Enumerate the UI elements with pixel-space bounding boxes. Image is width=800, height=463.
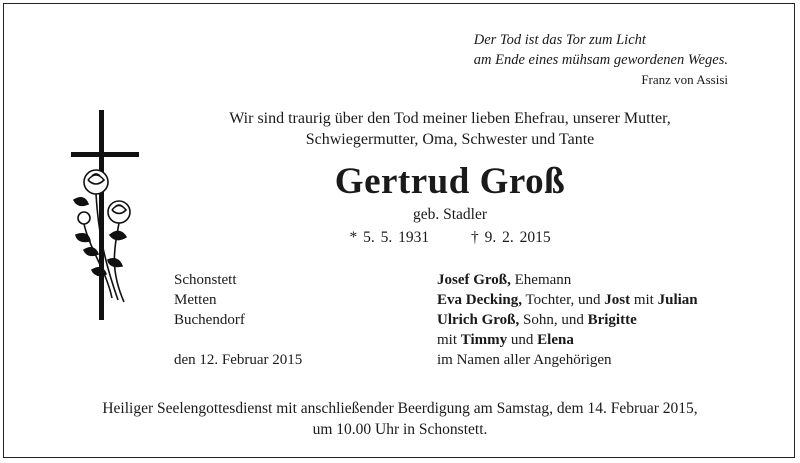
family-row (437, 310, 698, 330)
family-connector: und (507, 332, 538, 348)
funeral-notice (0, 398, 800, 440)
family-member-name: Timmy (460, 332, 508, 348)
family-member-name: Jost (604, 292, 631, 308)
intro-line-2: Schwiegermutter, Oma, Schwester und Tante (305, 131, 595, 148)
deceased-name: Gertrud Groß (334, 161, 566, 202)
family-row (437, 330, 698, 350)
family-member-name: Josef Groß, (437, 272, 511, 288)
family-row: im Namen aller Angehörigen (437, 352, 612, 368)
family-relation: Ehemann (510, 272, 572, 288)
quote-author: Franz von Assisi (641, 72, 728, 87)
places-list (174, 270, 302, 370)
family-list (437, 270, 698, 370)
birth-date: * 5. 5. 1931 (349, 229, 430, 246)
date-line: den 12. Februar 2015 (174, 352, 303, 368)
place-item: Schonstett (174, 272, 237, 288)
funeral-line-1: Heiliger Seelengottesdienst mit anschließender Beerdigung am Samstag, dem 14. Februar 2015, (102, 400, 698, 417)
family-row (437, 290, 698, 310)
maiden-name: geb. Stadler (412, 206, 488, 223)
place-item: Metten (174, 292, 217, 308)
quote-line-1: Der Tod ist das Tor zum Licht (473, 32, 646, 48)
family-member-name: Brigitte (587, 312, 637, 328)
place-item: Buchendorf (174, 312, 245, 328)
family-member-name: Julian (657, 292, 698, 308)
family-relation: Tochter, und (522, 292, 605, 308)
quote-line-2: am Ende eines mühsam gewordenen Weges. (473, 52, 728, 68)
quote-block (474, 30, 728, 90)
family-relation: Sohn, und (519, 312, 588, 328)
family-member-name: Eva Decking, (437, 292, 523, 308)
intro-line-1: Wir sind traurig über den Tod meiner lieben Ehefrau, unserer Mutter, (229, 110, 671, 127)
family-connector: mit (437, 332, 461, 348)
family-row (437, 270, 698, 290)
cross-with-roses-icon (66, 110, 146, 325)
family-member-name: Ulrich Groß, (437, 312, 520, 328)
intro-text (150, 108, 750, 150)
funeral-line-2: um 10.00 Uhr in Schonstett. (312, 421, 488, 438)
death-date: † 9. 2. 2015 (470, 229, 551, 246)
family-member-name: Elena (537, 332, 574, 348)
family-connector: mit (630, 292, 658, 308)
life-dates (150, 229, 750, 247)
